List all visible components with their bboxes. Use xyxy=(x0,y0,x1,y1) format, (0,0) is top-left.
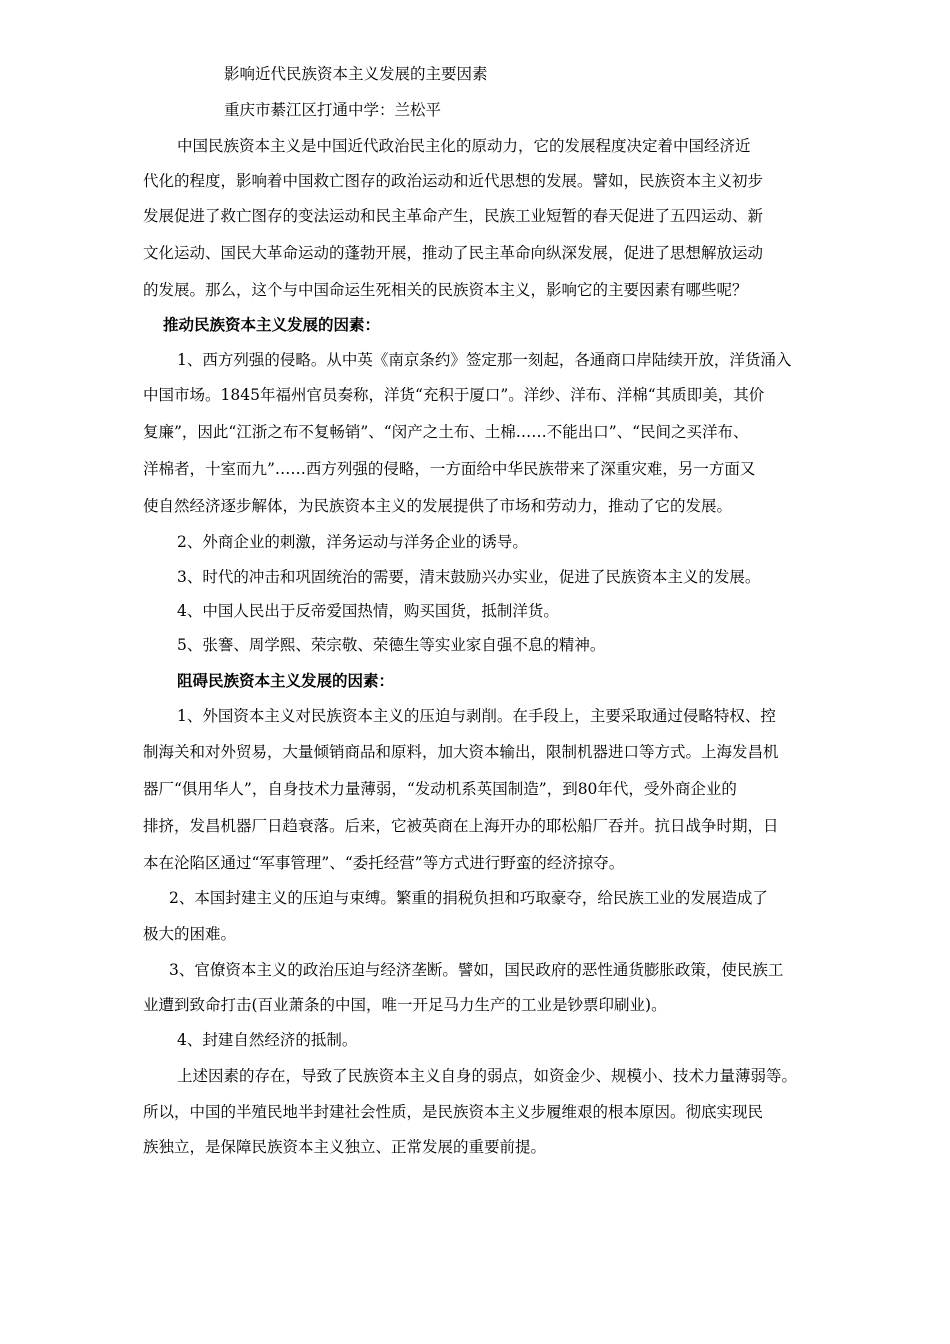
list-item: 3、时代的冲击和巩固统治的需要，清末鼓励兴办实业，促进了民族资本主义的发展。 xyxy=(177,568,761,586)
paragraph-line: 极大的困难。 xyxy=(143,925,237,943)
section-heading-hindering: 阻碍民族资本主义发展的因素： xyxy=(177,671,395,690)
paragraph-line: 排挤，发昌机器厂日趋衰落。后来，它被英商在上海开办的耶松船厂吞并。抗日战争时期，日 xyxy=(143,817,779,835)
list-item: 4、中国人民出于反帝爱国热情，购买国货，抵制洋货。 xyxy=(177,602,559,620)
paragraph-line: 洋棉者，十室而九”……西方列强的侵略，一方面给中华民族带来了深重灾难，另一方面又 xyxy=(143,460,756,478)
document-author: 重庆市綦江区打通中学：兰松平 xyxy=(224,101,442,119)
paragraph-line: 1、外国资本主义对民族资本主义的压迫与剥削。在手段上，主要采取通过侵略特权、控 xyxy=(177,707,776,725)
paragraph-line: 中国市场。1845年福州官员奏称，洋货“充积于厦口”。洋纱、洋布、洋棉“其质即美，其价 xyxy=(143,386,765,404)
paragraph-line: 所以，中国的半殖民地半封建社会性质，是民族资本主义步履维艰的根本原因。彻底实现民 xyxy=(143,1103,764,1121)
paragraph-line: 3、官僚资本主义的政治压迫与经济垄断。譬如，国民政府的恶性通货膨胀政策，使民族工 xyxy=(169,961,784,979)
paragraph-line: 复廉”，因此“江浙之布不复畅销”、“闵产之土布、土棉……不能出口”、“民间之买洋布、 xyxy=(143,423,749,441)
paragraph-line: 2、本国封建主义的压迫与束缚。繁重的捐税负担和巧取豪夺，给民族工业的发展造成了 xyxy=(169,889,768,907)
paragraph-line: 文化运动、国民大革命运动的蓬勃开展，推动了民主革命向纵深发展，促进了思想解放运动 xyxy=(143,244,764,262)
list-item: 5、张謇、周学熙、荣宗敬、荣德生等实业家自强不息的精神。 xyxy=(177,636,606,654)
paragraph-line: 业遭到致命打击(百业萧条的中国，唯一开足马力生产的工业是钞票印刷业)。 xyxy=(143,996,667,1014)
document-title: 影响近代民族资本主义发展的主要因素 xyxy=(224,65,488,83)
paragraph-line: 使自然经济逐步解体，为民族资本主义的发展提供了市场和劳动力，推动了它的发展。 xyxy=(143,497,733,515)
paragraph-line: 器厂“俱用华人”，自身技术力量薄弱，“发动机系英国制造”，到80年代，受外商企业的 xyxy=(143,780,737,798)
paragraph-line: 上述因素的存在，导致了民族资本主义自身的弱点，如资金少、规模小、技术力量薄弱等。 xyxy=(177,1067,798,1085)
paragraph-line: 1、西方列强的侵略。从中英《南京条约》签定那一刻起，各通商口岸陆续开放，洋货涌入 xyxy=(177,351,792,369)
paragraph-line: 的发展。那么，这个与中国命运生死相关的民族资本主义，影响它的主要因素有哪些呢？ xyxy=(143,281,748,299)
paragraph-line: 发展促进了救亡图存的变法运动和民主革命产生，民族工业短暂的春天促进了五四运动、新 xyxy=(143,207,764,225)
paragraph-line: 本在沦陷区通过“军事管理”、“委托经营”等方式进行野蛮的经济掠夺。 xyxy=(143,854,625,872)
paragraph-line: 制海关和对外贸易，大量倾销商品和原料，加大资本输出，限制机器进口等方式。上海发昌机 xyxy=(143,743,779,761)
paragraph-line: 代化的程度，影响着中国救亡图存的政治运动和近代思想的发展。譬如，民族资本主义初步 xyxy=(143,172,764,190)
paragraph-line: 族独立，是保障民族资本主义独立、正常发展的重要前提。 xyxy=(143,1138,547,1156)
list-item: 4、封建自然经济的抵制。 xyxy=(177,1031,358,1049)
paragraph-line: 中国民族资本主义是中国近代政治民主化的原动力，它的发展程度决定着中国经济近 xyxy=(177,137,751,155)
list-item: 2、外商企业的刺激，洋务运动与洋务企业的诱导。 xyxy=(177,533,528,551)
section-heading-promoting: 推动民族资本主义发展的因素： xyxy=(163,315,381,334)
